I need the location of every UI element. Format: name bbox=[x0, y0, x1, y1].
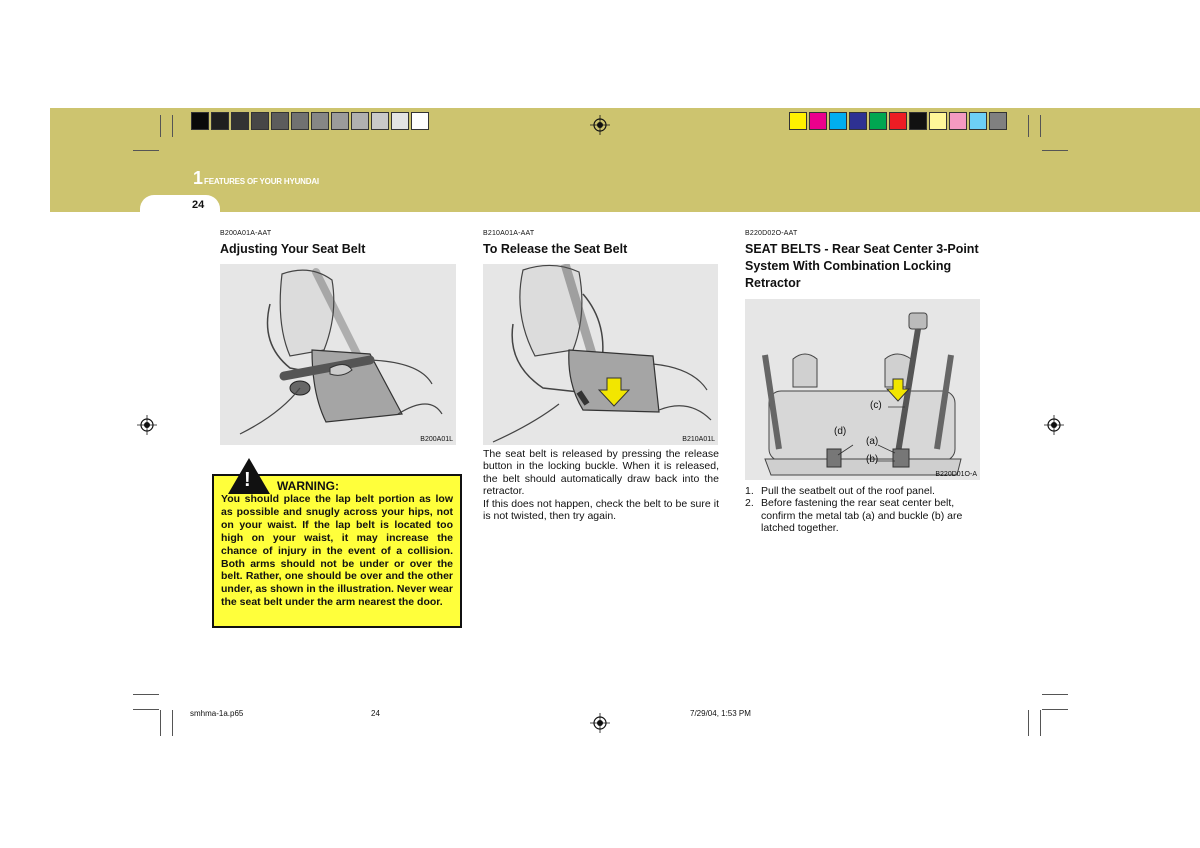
crop-mark bbox=[160, 115, 161, 137]
warning-title: WARNING: bbox=[277, 479, 339, 493]
crop-mark bbox=[1042, 709, 1068, 710]
release-body-text: The seat belt is released by pressing the release button in the locking buckle. When it is released, the belt should automatically draw back into the retractor. bbox=[483, 448, 719, 498]
chapter-header bbox=[193, 168, 319, 189]
color-swatch bbox=[231, 112, 249, 130]
footer-date: 7/29/04, 1:53 PM bbox=[690, 709, 751, 718]
figure-code: B200A01L bbox=[420, 436, 453, 443]
color-swatch bbox=[371, 112, 389, 130]
color-swatch bbox=[969, 112, 987, 130]
label-d: (d) bbox=[834, 426, 847, 437]
color-swatch bbox=[809, 112, 827, 130]
crop-mark bbox=[172, 710, 173, 736]
figure-code: B220D01O-A bbox=[935, 471, 977, 478]
crop-mark bbox=[133, 694, 159, 695]
footer-page: 24 bbox=[371, 709, 380, 718]
crop-mark bbox=[1042, 150, 1068, 151]
section-heading: Adjusting Your Seat Belt bbox=[220, 242, 366, 256]
registration-mark-icon bbox=[590, 115, 610, 135]
illustration-release-belt bbox=[483, 264, 718, 445]
crop-mark bbox=[1028, 115, 1029, 137]
color-swatch bbox=[251, 112, 269, 130]
section-release-seat-belt bbox=[483, 230, 719, 522]
color-swatch bbox=[829, 112, 847, 130]
page-number: 24 bbox=[192, 199, 205, 211]
seated-person-buckle-illustration bbox=[483, 264, 718, 445]
section-heading: To Release the Seat Belt bbox=[483, 242, 628, 256]
color-swatch bbox=[351, 112, 369, 130]
illustration-adjusting-belt bbox=[220, 264, 456, 445]
section-code: B220D02O-AAT bbox=[745, 230, 798, 237]
crop-mark bbox=[1042, 694, 1068, 695]
color-swatch bbox=[211, 112, 229, 130]
page-number-tab bbox=[140, 195, 220, 221]
color-swatch bbox=[869, 112, 887, 130]
grayscale-calibration-bar bbox=[191, 112, 431, 130]
registration-mark-icon bbox=[137, 415, 157, 435]
color-swatch bbox=[989, 112, 1007, 130]
section-heading: SEAT BELTS - Rear Seat Center 3-Point System With Combination Locking Retractor bbox=[745, 242, 979, 290]
illustration-rear-seat bbox=[745, 299, 980, 480]
color-calibration-bar bbox=[789, 112, 1009, 130]
label-b: (b) bbox=[866, 454, 879, 465]
color-swatch bbox=[889, 112, 907, 130]
color-swatch bbox=[411, 112, 429, 130]
chapter-number: 1 bbox=[193, 168, 204, 188]
label-a: (a) bbox=[866, 436, 879, 447]
section-code: B210A01A-AAT bbox=[483, 230, 535, 237]
crop-mark bbox=[1028, 710, 1029, 736]
section-rear-center-belt bbox=[745, 230, 981, 535]
color-swatch bbox=[191, 112, 209, 130]
crop-mark bbox=[133, 709, 159, 710]
warning-box bbox=[212, 469, 462, 628]
color-swatch bbox=[909, 112, 927, 130]
color-swatch bbox=[929, 112, 947, 130]
color-swatch bbox=[271, 112, 289, 130]
color-swatch bbox=[849, 112, 867, 130]
color-swatch bbox=[311, 112, 329, 130]
color-swatch bbox=[291, 112, 309, 130]
crop-mark bbox=[160, 710, 161, 736]
crop-mark bbox=[133, 150, 159, 151]
color-swatch bbox=[949, 112, 967, 130]
crop-mark bbox=[1040, 710, 1041, 736]
crop-mark bbox=[1040, 115, 1041, 137]
figure-code: B210A01L bbox=[682, 436, 715, 443]
release-body-text-2: If this does not happen, check the belt to be sure it is not twisted, then try again. bbox=[483, 497, 719, 523]
steps-list bbox=[745, 485, 981, 535]
color-swatch bbox=[789, 112, 807, 130]
rear-seat-center-belt-illustration bbox=[745, 299, 980, 480]
section-code: B200A01A-AAT bbox=[220, 230, 272, 237]
chapter-title: FEATURES OF YOUR HYUNDAI bbox=[204, 177, 319, 186]
color-swatch bbox=[331, 112, 349, 130]
registration-mark-icon bbox=[1044, 415, 1064, 435]
footer-filename: smhma-1a.p65 bbox=[190, 709, 244, 718]
seated-person-lap-belt-illustration bbox=[220, 264, 456, 445]
crop-mark bbox=[172, 115, 173, 137]
list-item: 1. Pull the seatbelt out of the roof panel. bbox=[745, 485, 935, 497]
registration-mark-icon bbox=[590, 713, 610, 733]
list-item: 2. Before fastening the rear seat center belt, confirm the metal tab (a) and buckle (b) are latched together. bbox=[745, 497, 963, 535]
warning-text: You should place the lap belt portion as low as possible and snugly across your hips, not on your waist. If the lap belt is located too high on your waist, it may increase the chance of injury in the event of a collision. Both arms should not be under or over the belt. Rather, one should be over and the other under, as shown in the illustration. Never wear the seat belt under the arm nearest the door. bbox=[221, 493, 453, 609]
warning-triangle-icon: ! bbox=[228, 458, 270, 494]
color-swatch bbox=[391, 112, 409, 130]
section-adjusting-seat-belt bbox=[220, 230, 456, 445]
label-c: (c) bbox=[870, 400, 882, 411]
